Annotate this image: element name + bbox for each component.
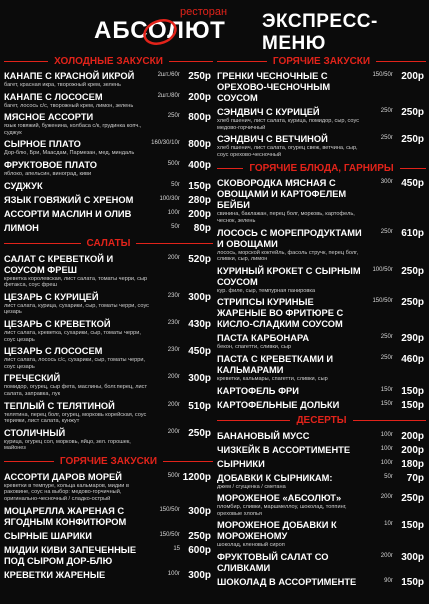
menu-item-description: кур. филе, сыр, темпурная панировка: [217, 287, 316, 294]
menu-item-weight: 200г: [167, 428, 180, 435]
menu-item-price: 80р: [193, 222, 211, 234]
menu-item-price: 510р: [188, 400, 211, 412]
menu-item: [4, 223, 213, 234]
menu-item: [217, 178, 426, 224]
menu-item: [217, 107, 426, 131]
menu-item-name: КАНАПЕ С ЛОСОСЕМ: [4, 91, 103, 102]
right-column: [217, 52, 426, 591]
menu-item-weight: 150г: [380, 386, 393, 393]
menu-item-price: 300р: [188, 505, 211, 517]
menu-item-description: яблоко, апельсин, виноград, киви: [4, 170, 92, 177]
menu-item-description: хлеб пшенич, лист салата, огурец свеж, ветчина, сыр, соус орехово-чесночный: [217, 145, 358, 158]
menu-header: [0, 0, 429, 52]
menu-item-weight: 2шт./80г: [157, 92, 180, 99]
menu-item-weight: 100г: [380, 431, 393, 438]
menu-item-price: 70р: [406, 472, 424, 484]
menu-item-weight: 100г: [167, 209, 180, 216]
section-header: [4, 54, 213, 68]
menu-item-name: МИДИИ КИВИ ЗАПЕЧЕННЫЕ ПОД СЫРОМ ДОР-БЛЮ: [4, 544, 137, 566]
menu-item-description: курица, огурец сол, морковь, яйцо, зел. горошек, майонез: [4, 438, 131, 452]
menu-item-price: 150р: [401, 385, 424, 397]
menu-item-description: креветки в темпуре, кольца кальмаров, мидии в раковине, соус на выбор: медово-горчичный, оригинально-чесночный / сладко-острый: [4, 482, 129, 503]
menu-item: [217, 445, 426, 456]
menu-item: [217, 577, 426, 588]
menu-item: [4, 139, 213, 157]
section-header: [4, 237, 213, 251]
menu-item: [4, 428, 213, 452]
menu-item: [4, 160, 213, 178]
menu-item-price: 300р: [401, 551, 424, 563]
menu-item: [4, 319, 213, 343]
menu-item-description: помидор, огурец, сыр фета, маслины, болг.перец, лист салата, заправка, лук: [4, 384, 147, 397]
menu-item: [4, 570, 213, 581]
section-header: [4, 455, 213, 469]
menu-item-price: 250р: [188, 71, 211, 82]
menu-item-weight: 200г: [167, 374, 180, 381]
menu-item-price: 250р: [401, 297, 424, 309]
menu-item-weight: 250г: [380, 334, 393, 341]
menu-item-weight: 150/50г: [159, 506, 180, 513]
menu-item-price: 200р: [188, 91, 211, 103]
menu-item-weight: 100г: [380, 459, 393, 466]
menu-item-name: ЦЕЗАРЬ С КРЕВЕТКОЙ: [4, 318, 111, 329]
menu-item-weight: 160/30/10г: [151, 140, 180, 147]
menu-item: [4, 531, 213, 542]
menu-item-name: КАРТОФЕЛЬНЫЕ ДОЛЬКИ: [217, 399, 340, 410]
menu-item-weight: 200г: [167, 254, 180, 261]
menu-item-description: телятина, перец болг, огурец, морковь корейская, соус терияки, лист салата, кунжут: [4, 411, 147, 425]
menu-item-price: 200р: [188, 208, 211, 220]
logo-title: АБСОЛЮТ: [94, 17, 226, 44]
menu-item-price: 250р: [401, 265, 424, 277]
menu-item-name: КУРИНЫЙ КРОКЕТ С СЫРНЫМ СОУСОМ: [217, 265, 361, 287]
menu-item-description: язык говяжий, буженина, колбаса с/к, грудинка копч., суджук: [4, 123, 142, 136]
menu-item-name: СТРИПСЫ КУРИНЫЕ ЖАРЕНЫЕ ВО ФРИТЮРЕ С КИСЛО-СЛАДКИМ СОУСОМ: [217, 297, 344, 330]
restaurant-logo: [94, 6, 244, 50]
menu-item-weight: 100г: [380, 445, 393, 452]
menu-item-weight: 230г: [167, 292, 180, 299]
menu-item-price: 1200р: [182, 471, 211, 483]
menu-item-price: 520р: [188, 253, 211, 265]
menu-item-name: ПАСТА С КРЕВЕТКАМИ И КАЛЬМАРАМИ: [217, 353, 334, 375]
menu-item: [217, 473, 426, 491]
menu-item-name: ЦЕЗАРЬ С КУРИЦЕЙ: [4, 291, 99, 302]
menu-item-name: МЯСНОЕ АССОРТИ: [4, 112, 94, 123]
menu-item-name: ЛОСОСЬ С МОРЕПРОДУКТАМИ И ОВОЩАМИ: [217, 227, 362, 249]
menu-item-weight: 150г: [380, 400, 393, 407]
menu-item-weight: 250г: [380, 135, 393, 142]
menu-item-weight: 50г: [384, 473, 393, 480]
menu-item-description: креветка королевская, лист салата, томаты черри, сыр фетакса, соус фреш: [4, 275, 148, 289]
menu-item-price: 250р: [401, 493, 424, 505]
menu-item-name: СЫРНЫЕ ШАРИКИ: [4, 530, 92, 541]
menu-item: [217, 297, 426, 330]
section-title: САЛАТЫ: [86, 238, 131, 250]
menu-item: [217, 333, 426, 351]
section-title: ГОРЯЧИЕ ЗАКУСКИ: [59, 456, 158, 468]
menu-item-name: СЫРНИКИ: [217, 458, 265, 469]
section-title: ДЕСЕРТЫ: [296, 415, 347, 427]
menu-item-weight: 200г: [380, 552, 393, 559]
menu-item-price: 430р: [188, 318, 211, 330]
menu-item-name: ЛИМОН: [4, 222, 39, 233]
menu-item: [217, 228, 426, 263]
menu-item-name: АССОРТИ МАСЛИН И ОЛИВ: [4, 208, 132, 219]
menu-item-name: ПАСТА КАРБОНАРА: [217, 333, 310, 344]
menu-item: [217, 134, 426, 158]
menu-item-name: ШОКОЛАД В АССОРТИМЕНТЕ: [217, 576, 357, 587]
menu-item-name: ФРУКТОВОЕ ПЛАТО: [4, 159, 98, 170]
menu-item-weight: 250г: [380, 108, 393, 114]
section-header: [217, 161, 426, 175]
menu-item-price: 280р: [188, 194, 211, 206]
logo-swoosh-icon: [138, 12, 178, 46]
menu-item: [4, 373, 213, 397]
menu-item-description: Дор-блю, Бри, Маасдам, Пармезан, мед, миндаль: [4, 150, 135, 157]
menu-item: [4, 209, 213, 220]
menu-item-price: 250р: [401, 134, 424, 146]
menu-item-name: КАНАПЕ С КРАСНОЙ ИКРОЙ: [4, 71, 135, 81]
menu-item: [4, 254, 213, 289]
menu-item-price: 800р: [188, 139, 211, 151]
menu-item-weight: 2шт./60г: [157, 72, 180, 78]
menu-item-name: СКОВОРОДКА МЯСНАЯ С ОВОЩАМИ И КАРТОФЕЛЕМ БЕЙБИ: [217, 178, 347, 211]
menu-item-description: лист салата, креветка, сухарики, сыр, томаты черри, соус цезарь: [4, 329, 141, 343]
menu-item: [217, 520, 426, 549]
menu-item: [217, 400, 426, 411]
logo-subtitle: ресторан: [180, 6, 228, 18]
menu-item-weight: 100г: [167, 570, 180, 577]
menu-item-name: КАРТОФЕЛЬ ФРИ: [217, 385, 299, 396]
menu-item: [4, 472, 213, 503]
menu-item-name: СЫРНОЕ ПЛАТО: [4, 139, 81, 150]
menu-item: [4, 181, 213, 192]
menu-item-description: лосось, морской коктейль, фасоль стручк, перец болг, сливки, сыр, лимон: [217, 249, 358, 263]
menu-item-price: 300р: [188, 373, 211, 385]
menu-item: [4, 292, 213, 316]
menu-item-name: СЭНДВИЧ С КУРИЦЕЙ: [217, 107, 320, 117]
menu-item-description: лист салата, курица, сухарики, сыр, томаты черри, соус цезарь: [4, 302, 149, 316]
menu-item-price: 150р: [401, 576, 424, 588]
menu-item-name: КРЕВЕТКИ ЖАРЕНЫЕ: [4, 569, 106, 580]
menu-item-price: 600р: [188, 544, 211, 556]
menu-item-price: 250р: [188, 427, 211, 439]
menu-item-price: 290р: [401, 333, 424, 345]
menu-item-price: 460р: [401, 353, 424, 365]
menu-item-weight: 90г: [384, 577, 393, 584]
menu-item-price: 450р: [188, 346, 211, 358]
menu-item: [4, 401, 213, 425]
menu-item: [217, 266, 426, 295]
section-title: ГОРЯЧИЕ БЛЮДА, ГАРНИРЫ: [249, 162, 394, 174]
menu-item-description: лист салата, лосось с/с, сухарики, сыр, томаты черри, соус цезарь: [4, 357, 146, 370]
menu-item: [4, 195, 213, 206]
menu-item: [217, 386, 426, 397]
menu-item-price: 200р: [401, 430, 424, 442]
menu-item-weight: 230г: [167, 319, 180, 326]
menu-item-weight: 150/50г: [372, 298, 393, 305]
menu-item-weight: 200г: [167, 401, 180, 408]
menu-item-price: 300р: [188, 569, 211, 581]
menu-item-name: ФРУКТОВЫЙ САЛАТ СО СЛИВКАМИ: [217, 551, 329, 573]
menu-item-name: ЯЗЫК ГОВЯЖИЙ С ХРЕНОМ: [4, 194, 134, 205]
menu-item-price: 250р: [401, 107, 424, 118]
menu-item-weight: 250г: [380, 228, 393, 235]
menu-title: ЭКСПРЕСС-МЕНЮ: [262, 11, 378, 54]
menu-item-weight: 300г: [380, 179, 393, 186]
menu-item-description: багет, красная икра, творожный крем, зелень: [4, 82, 121, 88]
menu-item-description: хлеб пшенич, лист салата, курица, помидор, сыр, соус медово-горчичный: [217, 118, 359, 131]
menu-item: [217, 431, 426, 442]
menu-item-description: багет, лосось с/с, творожный крем, лимон, зелень: [4, 102, 134, 109]
menu-item: [217, 493, 426, 517]
menu-item-weight: 500г: [167, 160, 180, 167]
menu-item-weight: 200г: [380, 494, 393, 501]
section-title: ГОРЯЧИЕ ЗАКУСКИ: [272, 55, 371, 67]
menu-item-name: МОРОЖЕНОЕ «АБСОЛЮТ»: [217, 493, 342, 504]
menu-item-name: СУДЖУК: [4, 180, 43, 191]
menu-item-name: ЦЕЗАРЬ С ЛОСОСЕМ: [4, 346, 103, 357]
section-header: [217, 54, 426, 68]
menu-item-price: 200р: [401, 71, 424, 82]
section-title: ХОЛОДНЫЕ ЗАКУСКИ: [54, 55, 163, 67]
menu-item-name: МОРОЖЕНОЕ ДОБАВКИ К МОРОЖЕНОМУ: [217, 520, 337, 542]
menu-item-name: ДОБАВКИ К СЫРНИКАМ:: [217, 472, 333, 483]
menu-item-price: 180р: [401, 458, 424, 470]
menu-item: [217, 71, 426, 104]
menu-item-weight: 150/50г: [159, 531, 180, 538]
menu-item: [4, 71, 213, 89]
menu-item-name: БАНАНОВЫЙ МУСС: [217, 430, 310, 441]
menu-item-name: СЭНДВИЧ С ВЕТЧИНОЙ: [217, 134, 328, 145]
menu-item-description: шоколад, кленовый сироп: [217, 542, 285, 549]
menu-item-price: 610р: [401, 227, 424, 239]
menu-item: [4, 545, 213, 567]
menu-item-name: ГРЕЧЕСКИЙ: [4, 373, 61, 384]
menu-item-description: бекон, спагетти, сливки, сыр: [217, 344, 291, 351]
menu-item-price: 150р: [401, 399, 424, 411]
menu-item-weight: 250г: [380, 354, 393, 361]
section-header: [217, 414, 426, 428]
menu-item: [217, 552, 426, 574]
menu-item-price: 300р: [188, 291, 211, 303]
menu-item-weight: 150/50г: [372, 72, 393, 78]
menu-item-weight: 10г: [384, 521, 393, 528]
menu-item: [4, 346, 213, 370]
menu-item-name: ТЕПЛЫЙ С ТЕЛЯТИНОЙ: [4, 400, 115, 411]
menu-item-price: 250р: [188, 530, 211, 542]
menu-item-name: СТОЛИЧНЫЙ: [4, 427, 66, 438]
menu-item-weight: 250г: [167, 113, 180, 120]
menu-item-weight: 500г: [167, 472, 180, 479]
menu-item-description: свинина, баклажан, перец болг, морковь, картофель, чеснок, зелень: [217, 211, 355, 224]
menu-item-name: САЛАТ С КРЕВЕТКОЙ И СОУСОМ ФРЕШ: [4, 253, 114, 275]
left-column: [4, 52, 213, 584]
menu-item-weight: 230г: [167, 347, 180, 354]
menu-item-name: МОЦАРЕЛЛА ЖАРЕНАЯ С ЯГОДНЫМ КОНФИТЮРОМ: [4, 505, 127, 527]
menu-item: [217, 354, 426, 383]
menu-item-weight: 100/30г: [159, 195, 180, 202]
menu-item: [4, 112, 213, 136]
menu-item-description: джем / сгущенка / сметана: [217, 483, 286, 490]
menu-item: [217, 459, 426, 470]
menu-item-name: АССОРТИ ДАРОВ МОРЕЙ: [4, 471, 122, 482]
menu-item-description: пломбир, сливки, маршмеллоу, шоколад, топпинг, ореховые хлопья: [217, 504, 347, 517]
menu-item-price: 150р: [188, 180, 211, 192]
menu-item-price: 800р: [188, 112, 211, 124]
menu-item-price: 400р: [188, 159, 211, 171]
menu-item-weight: 50г: [171, 181, 180, 188]
menu-item-price: 200р: [401, 444, 424, 456]
menu-item-price: 150р: [401, 520, 424, 532]
menu-item-description: креветки, кальмары, спагетти, сливки, сыр: [217, 375, 328, 382]
menu-item-weight: 100/50г: [372, 266, 393, 273]
menu-item: [4, 92, 213, 110]
menu-item-weight: 50г: [171, 223, 180, 230]
menu-item-price: 450р: [401, 178, 424, 190]
menu-item-name: ГРЕНКИ ЧЕСНОЧНЫЕ С ОРЕХОВО-ЧЕСНОЧНЫМ СОУСОМ: [217, 71, 331, 103]
menu-item: [4, 506, 213, 528]
menu-item-name: ЧИЗКЕЙК В АССОРТИМЕНТЕ: [217, 444, 351, 455]
menu-item-weight: 15: [173, 545, 180, 552]
